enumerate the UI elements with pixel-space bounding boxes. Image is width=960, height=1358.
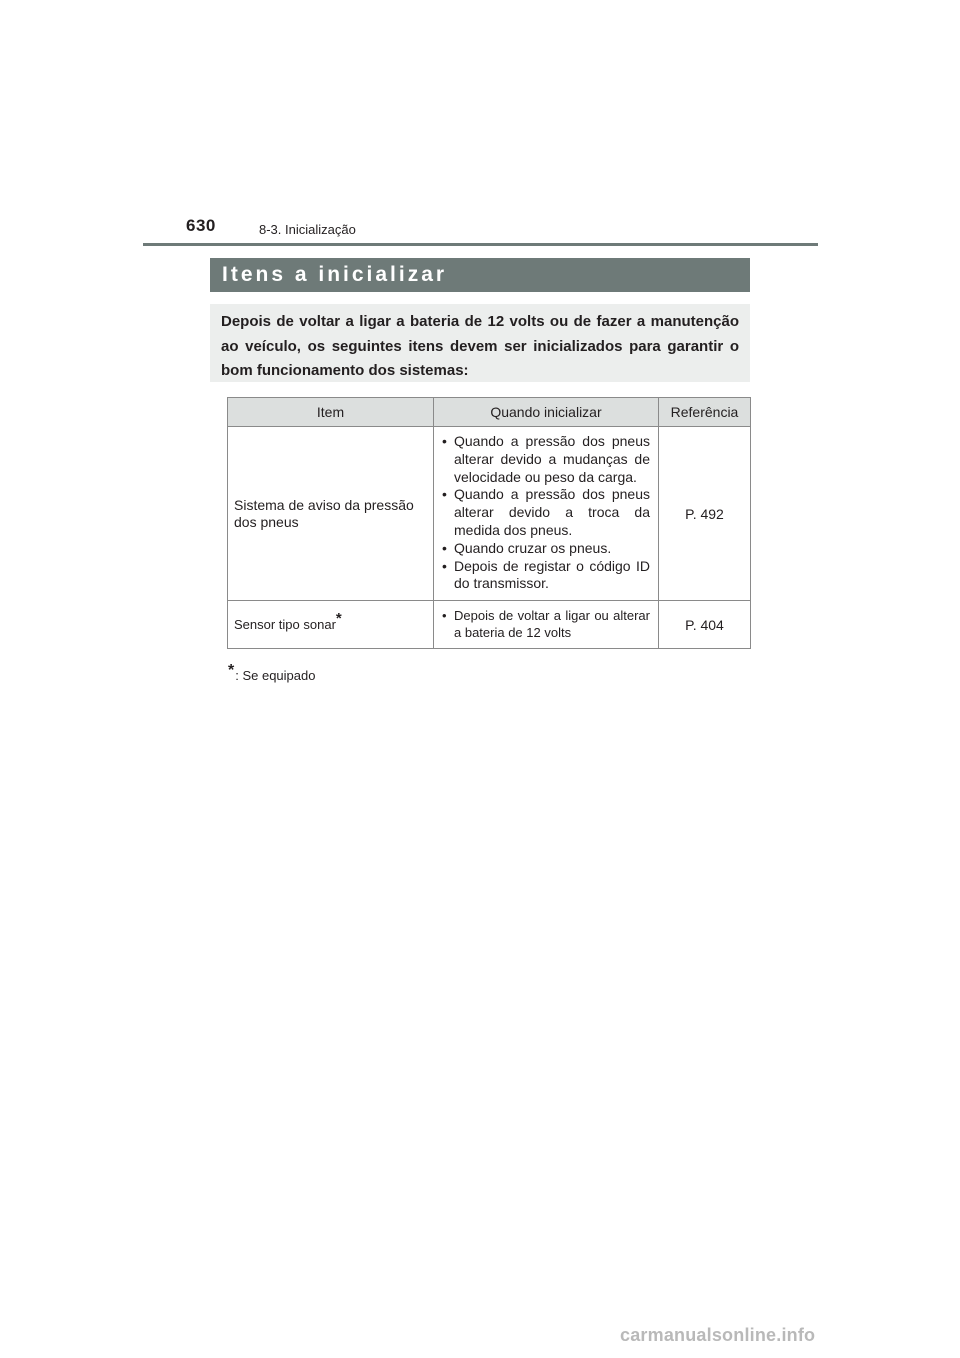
section-title: Itens a inicializar [222,263,448,286]
when-list [442,607,650,641]
item-label: Sensor tipo sonar [234,617,336,633]
column-header-reference: Referência [659,398,751,427]
table-row [228,427,751,601]
list-item: • Quando a pressão dos pneus alterar devido a mudanças de velocidade ou peso da carga. [442,433,650,486]
intro-box [210,304,750,382]
when-list [442,433,650,593]
list-item: • Quando a pressão dos pneus alterar devido a troca da medida dos pneus. [442,486,650,539]
column-header-item: Item [228,398,434,427]
equipment-asterisk: * [335,610,342,628]
footnote [228,662,316,685]
footnote-text: : Se equipado [235,668,316,683]
page-number: 630 [186,216,216,235]
footnote-asterisk: * [228,662,235,679]
header-divider [143,243,818,246]
item-label: Sistema de aviso da pressão dos pneus [234,496,414,530]
list-item: • Quando cruzar os pneus. [442,540,650,558]
item-cell [228,601,434,649]
item-cell [228,427,434,601]
intro-text: Depois de voltar a ligar a bateria de 12 volts ou de fazer a manutenção ao veículo, os seguintes itens devem ser inicializados para garantir o bom funcionamento dos sistemas: [221,313,739,379]
list-item: • Depois de registar o código ID do transmissor. [442,558,650,594]
list-item: • Depois de voltar a ligar ou alterar a bateria de 12 volts [442,607,650,641]
section-breadcrumb: 8-3. Inicialização [259,222,356,237]
table-header-row [228,398,751,427]
reference-cell: P. 404 [659,601,751,649]
watermark: carmanualsonline.info [620,1325,816,1345]
section-title-bar [210,258,750,292]
column-header-when: Quando inicializar [434,398,659,427]
reference-cell: P. 492 [659,427,751,601]
when-cell [434,427,659,601]
when-cell [434,601,659,649]
table-row [228,601,751,649]
initialization-table [227,397,751,649]
